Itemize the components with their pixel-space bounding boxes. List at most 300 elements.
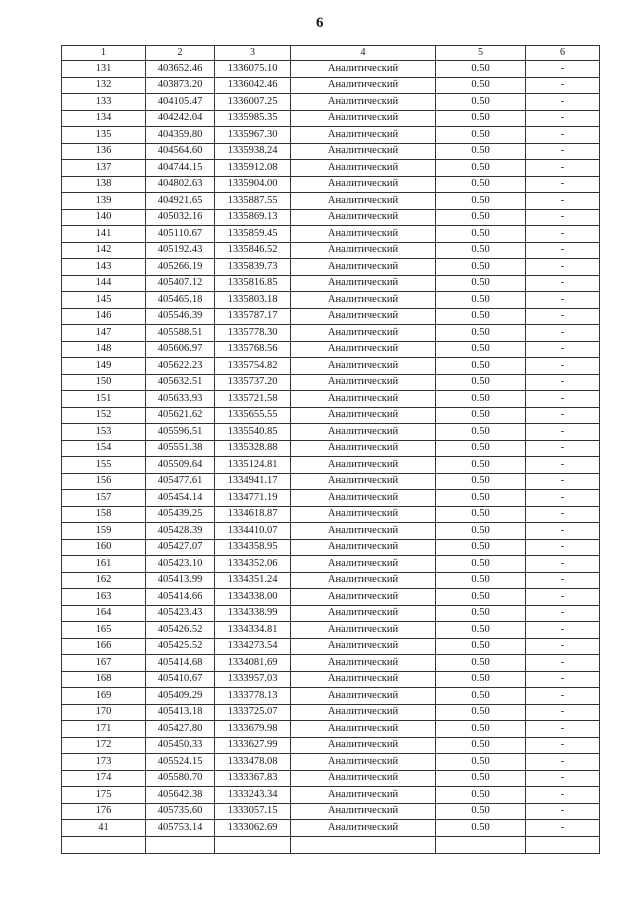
method-cell: Аналитический xyxy=(291,110,436,127)
method-cell: Аналитический xyxy=(291,655,436,672)
table-row xyxy=(62,374,600,391)
table-row xyxy=(62,242,600,259)
point-number-cell: 145 xyxy=(62,292,146,309)
table-row xyxy=(62,688,600,705)
accuracy-cell: 0.50 xyxy=(436,605,526,622)
method-cell: Аналитический xyxy=(291,308,436,325)
point-number-cell: 157 xyxy=(62,490,146,507)
y-coordinate-cell: 1335816.85 xyxy=(215,275,291,292)
x-coordinate-cell: 404921.65 xyxy=(146,193,215,210)
x-coordinate-cell: 405413.99 xyxy=(146,572,215,589)
method-cell: Аналитический xyxy=(291,275,436,292)
table-row xyxy=(62,770,600,787)
accuracy-cell: 0.50 xyxy=(436,688,526,705)
y-coordinate-cell: 1335859.45 xyxy=(215,226,291,243)
table-row xyxy=(62,341,600,358)
accuracy-cell: 0.50 xyxy=(436,259,526,276)
note-cell: - xyxy=(526,721,600,738)
method-cell: Аналитический xyxy=(291,737,436,754)
y-coordinate-cell: 1334273.54 xyxy=(215,638,291,655)
y-coordinate-cell: 1333725.07 xyxy=(215,704,291,721)
note-cell: - xyxy=(526,440,600,457)
y-coordinate-cell: 1335846.52 xyxy=(215,242,291,259)
table-row xyxy=(62,605,600,622)
point-number-cell: 132 xyxy=(62,77,146,94)
x-coordinate-cell: 403652.46 xyxy=(146,61,215,78)
y-coordinate-cell: 1333679.98 xyxy=(215,721,291,738)
column-header-6: 6 xyxy=(526,46,600,61)
accuracy-cell: 0.50 xyxy=(436,655,526,672)
point-number-cell: 149 xyxy=(62,358,146,375)
x-coordinate-cell: 404744.15 xyxy=(146,160,215,177)
table-row xyxy=(62,820,600,837)
table-row xyxy=(62,193,600,210)
table-row xyxy=(62,308,600,325)
point-number-cell: 135 xyxy=(62,127,146,144)
table-header-row xyxy=(62,46,600,61)
accuracy-cell: 0.50 xyxy=(436,704,526,721)
method-cell: Аналитический xyxy=(291,440,436,457)
y-coordinate-cell: 1336007.25 xyxy=(215,94,291,111)
method-cell: Аналитический xyxy=(291,556,436,573)
table-row xyxy=(62,539,600,556)
accuracy-cell: 0.50 xyxy=(436,737,526,754)
accuracy-cell: 0.50 xyxy=(436,77,526,94)
point-number-cell: 150 xyxy=(62,374,146,391)
table-row xyxy=(62,671,600,688)
x-coordinate-cell: 405192.43 xyxy=(146,242,215,259)
point-number-cell: 155 xyxy=(62,457,146,474)
note-cell: - xyxy=(526,506,600,523)
table-row xyxy=(62,226,600,243)
method-cell: Аналитический xyxy=(291,424,436,441)
note-cell: - xyxy=(526,94,600,111)
x-coordinate-cell: 405477.61 xyxy=(146,473,215,490)
method-cell: Аналитический xyxy=(291,226,436,243)
y-coordinate-cell: 1335967.30 xyxy=(215,127,291,144)
x-coordinate-cell: 405546.39 xyxy=(146,308,215,325)
y-coordinate-cell: 1335787.17 xyxy=(215,308,291,325)
page-number: 6 xyxy=(316,15,324,31)
x-coordinate-cell: 405414.66 xyxy=(146,589,215,606)
method-cell: Аналитический xyxy=(291,721,436,738)
table-row xyxy=(62,259,600,276)
accuracy-cell: 0.50 xyxy=(436,110,526,127)
x-coordinate-cell: 404359.80 xyxy=(146,127,215,144)
point-number-cell: 160 xyxy=(62,539,146,556)
point-number-cell: 142 xyxy=(62,242,146,259)
accuracy-cell: 0.50 xyxy=(436,209,526,226)
y-coordinate-cell: 1334352.06 xyxy=(215,556,291,573)
x-coordinate-cell: 405621.62 xyxy=(146,407,215,424)
point-number-cell: 152 xyxy=(62,407,146,424)
accuracy-cell: 0.50 xyxy=(436,539,526,556)
method-cell: Аналитический xyxy=(291,407,436,424)
method-cell: Аналитический xyxy=(291,292,436,309)
method-cell: Аналитический xyxy=(291,589,436,606)
table-row xyxy=(62,143,600,160)
column-header-5: 5 xyxy=(436,46,526,61)
note-cell: - xyxy=(526,358,600,375)
accuracy-cell: 0.50 xyxy=(436,820,526,837)
note-cell: - xyxy=(526,820,600,837)
y-coordinate-cell: 1336075.10 xyxy=(215,61,291,78)
point-number-cell: 162 xyxy=(62,572,146,589)
point-number-cell: 134 xyxy=(62,110,146,127)
table-row xyxy=(62,787,600,804)
x-coordinate-cell: 405596.51 xyxy=(146,424,215,441)
y-coordinate-cell: 1334358.95 xyxy=(215,539,291,556)
note-cell: - xyxy=(526,160,600,177)
method-cell: Аналитический xyxy=(291,754,436,771)
x-coordinate-cell: 405413.18 xyxy=(146,704,215,721)
table-row xyxy=(62,94,600,111)
table-row xyxy=(62,61,600,78)
accuracy-cell: 0.50 xyxy=(436,127,526,144)
note-cell: - xyxy=(526,77,600,94)
y-coordinate-cell: 1334334.81 xyxy=(215,622,291,639)
point-number-cell: 131 xyxy=(62,61,146,78)
column-header-1: 1 xyxy=(62,46,146,61)
accuracy-cell: 0.50 xyxy=(436,193,526,210)
point-number-cell: 173 xyxy=(62,754,146,771)
x-coordinate-cell: 405580.70 xyxy=(146,770,215,787)
empty-cell xyxy=(215,836,291,853)
point-number-cell: 138 xyxy=(62,176,146,193)
point-number-cell: 133 xyxy=(62,94,146,111)
x-coordinate-cell: 404105.47 xyxy=(146,94,215,111)
y-coordinate-cell: 1335985.35 xyxy=(215,110,291,127)
method-cell: Аналитический xyxy=(291,506,436,523)
note-cell: - xyxy=(526,638,600,655)
table-row xyxy=(62,638,600,655)
method-cell: Аналитический xyxy=(291,209,436,226)
y-coordinate-cell: 1333478.08 xyxy=(215,754,291,771)
x-coordinate-cell: 405735.60 xyxy=(146,803,215,820)
y-coordinate-cell: 1333367.83 xyxy=(215,770,291,787)
note-cell: - xyxy=(526,61,600,78)
note-cell: - xyxy=(526,242,600,259)
table-row xyxy=(62,127,600,144)
note-cell: - xyxy=(526,671,600,688)
table-row xyxy=(62,407,600,424)
method-cell: Аналитический xyxy=(291,770,436,787)
method-cell: Аналитический xyxy=(291,61,436,78)
x-coordinate-cell: 405465.18 xyxy=(146,292,215,309)
column-header-2: 2 xyxy=(146,46,215,61)
point-number-cell: 174 xyxy=(62,770,146,787)
accuracy-cell: 0.50 xyxy=(436,490,526,507)
note-cell: - xyxy=(526,457,600,474)
point-number-cell: 167 xyxy=(62,655,146,672)
point-number-cell: 164 xyxy=(62,605,146,622)
method-cell: Аналитический xyxy=(291,358,436,375)
method-cell: Аналитический xyxy=(291,539,436,556)
y-coordinate-cell: 1333957.03 xyxy=(215,671,291,688)
table-body xyxy=(62,46,600,854)
column-header-3: 3 xyxy=(215,46,291,61)
x-coordinate-cell: 405423.43 xyxy=(146,605,215,622)
table-row xyxy=(62,572,600,589)
table-row xyxy=(62,209,600,226)
table-row xyxy=(62,440,600,457)
accuracy-cell: 0.50 xyxy=(436,589,526,606)
accuracy-cell: 0.50 xyxy=(436,440,526,457)
table-row xyxy=(62,506,600,523)
table-row xyxy=(62,77,600,94)
note-cell: - xyxy=(526,688,600,705)
y-coordinate-cell: 1334941.17 xyxy=(215,473,291,490)
note-cell: - xyxy=(526,523,600,540)
point-number-cell: 141 xyxy=(62,226,146,243)
accuracy-cell: 0.50 xyxy=(436,275,526,292)
accuracy-cell: 0.50 xyxy=(436,160,526,177)
accuracy-cell: 0.50 xyxy=(436,176,526,193)
y-coordinate-cell: 1335778.30 xyxy=(215,325,291,342)
note-cell: - xyxy=(526,556,600,573)
y-coordinate-cell: 1335803.18 xyxy=(215,292,291,309)
note-cell: - xyxy=(526,572,600,589)
y-coordinate-cell: 1335540.85 xyxy=(215,424,291,441)
x-coordinate-cell: 405407.12 xyxy=(146,275,215,292)
point-number-cell: 41 xyxy=(62,820,146,837)
point-number-cell: 170 xyxy=(62,704,146,721)
y-coordinate-cell: 1334081.69 xyxy=(215,655,291,672)
accuracy-cell: 0.50 xyxy=(436,226,526,243)
accuracy-cell: 0.50 xyxy=(436,523,526,540)
method-cell: Аналитический xyxy=(291,605,436,622)
x-coordinate-cell: 405454.14 xyxy=(146,490,215,507)
table-row xyxy=(62,523,600,540)
x-coordinate-cell: 405410.67 xyxy=(146,671,215,688)
point-number-cell: 171 xyxy=(62,721,146,738)
y-coordinate-cell: 1335904.00 xyxy=(215,176,291,193)
table-row xyxy=(62,721,600,738)
empty-cell xyxy=(291,836,436,853)
x-coordinate-cell: 405753.14 xyxy=(146,820,215,837)
x-coordinate-cell: 404802.63 xyxy=(146,176,215,193)
y-coordinate-cell: 1333057.15 xyxy=(215,803,291,820)
y-coordinate-cell: 1335887.55 xyxy=(215,193,291,210)
point-number-cell: 159 xyxy=(62,523,146,540)
note-cell: - xyxy=(526,292,600,309)
y-coordinate-cell: 1334771.19 xyxy=(215,490,291,507)
point-number-cell: 144 xyxy=(62,275,146,292)
x-coordinate-cell: 405266.19 xyxy=(146,259,215,276)
note-cell: - xyxy=(526,127,600,144)
table-row xyxy=(62,110,600,127)
method-cell: Аналитический xyxy=(291,638,436,655)
y-coordinate-cell: 1335124.81 xyxy=(215,457,291,474)
point-number-cell: 161 xyxy=(62,556,146,573)
table-row xyxy=(62,754,600,771)
table-row xyxy=(62,589,600,606)
method-cell: Аналитический xyxy=(291,787,436,804)
y-coordinate-cell: 1335737.20 xyxy=(215,374,291,391)
method-cell: Аналитический xyxy=(291,77,436,94)
column-header-4: 4 xyxy=(291,46,436,61)
note-cell: - xyxy=(526,143,600,160)
note-cell: - xyxy=(526,589,600,606)
table-row xyxy=(62,457,600,474)
accuracy-cell: 0.50 xyxy=(436,325,526,342)
method-cell: Аналитический xyxy=(291,523,436,540)
point-number-cell: 163 xyxy=(62,589,146,606)
empty-cell xyxy=(526,836,600,853)
x-coordinate-cell: 405588.51 xyxy=(146,325,215,342)
method-cell: Аналитический xyxy=(291,803,436,820)
note-cell: - xyxy=(526,787,600,804)
accuracy-cell: 0.50 xyxy=(436,770,526,787)
x-coordinate-cell: 405426.52 xyxy=(146,622,215,639)
y-coordinate-cell: 1334410.07 xyxy=(215,523,291,540)
accuracy-cell: 0.50 xyxy=(436,622,526,639)
table-row xyxy=(62,275,600,292)
table-row xyxy=(62,292,600,309)
note-cell: - xyxy=(526,259,600,276)
accuracy-cell: 0.50 xyxy=(436,754,526,771)
y-coordinate-cell: 1335328.88 xyxy=(215,440,291,457)
accuracy-cell: 0.50 xyxy=(436,374,526,391)
accuracy-cell: 0.50 xyxy=(436,292,526,309)
table-row xyxy=(62,490,600,507)
x-coordinate-cell: 405606.97 xyxy=(146,341,215,358)
point-number-cell: 154 xyxy=(62,440,146,457)
method-cell: Аналитический xyxy=(291,193,436,210)
accuracy-cell: 0.50 xyxy=(436,424,526,441)
method-cell: Аналитический xyxy=(291,671,436,688)
note-cell: - xyxy=(526,407,600,424)
note-cell: - xyxy=(526,803,600,820)
table-row xyxy=(62,358,600,375)
point-number-cell: 165 xyxy=(62,622,146,639)
empty-table-row xyxy=(62,836,600,853)
accuracy-cell: 0.50 xyxy=(436,242,526,259)
accuracy-cell: 0.50 xyxy=(436,358,526,375)
note-cell: - xyxy=(526,176,600,193)
note-cell: - xyxy=(526,655,600,672)
method-cell: Аналитический xyxy=(291,94,436,111)
point-number-cell: 158 xyxy=(62,506,146,523)
table-row xyxy=(62,737,600,754)
note-cell: - xyxy=(526,374,600,391)
accuracy-cell: 0.50 xyxy=(436,143,526,160)
method-cell: Аналитический xyxy=(291,341,436,358)
point-number-cell: 146 xyxy=(62,308,146,325)
note-cell: - xyxy=(526,226,600,243)
point-number-cell: 153 xyxy=(62,424,146,441)
table-row xyxy=(62,325,600,342)
method-cell: Аналитический xyxy=(291,820,436,837)
y-coordinate-cell: 1334338.99 xyxy=(215,605,291,622)
y-coordinate-cell: 1333243.34 xyxy=(215,787,291,804)
point-number-cell: 147 xyxy=(62,325,146,342)
empty-cell xyxy=(62,836,146,853)
method-cell: Аналитический xyxy=(291,176,436,193)
point-number-cell: 143 xyxy=(62,259,146,276)
y-coordinate-cell: 1335839.73 xyxy=(215,259,291,276)
point-number-cell: 169 xyxy=(62,688,146,705)
accuracy-cell: 0.50 xyxy=(436,473,526,490)
y-coordinate-cell: 1335938.24 xyxy=(215,143,291,160)
x-coordinate-cell: 403873.20 xyxy=(146,77,215,94)
x-coordinate-cell: 405632.51 xyxy=(146,374,215,391)
accuracy-cell: 0.50 xyxy=(436,407,526,424)
note-cell: - xyxy=(526,737,600,754)
note-cell: - xyxy=(526,209,600,226)
y-coordinate-cell: 1335869.13 xyxy=(215,209,291,226)
method-cell: Аналитический xyxy=(291,374,436,391)
table-row xyxy=(62,424,600,441)
note-cell: - xyxy=(526,341,600,358)
note-cell: - xyxy=(526,110,600,127)
note-cell: - xyxy=(526,275,600,292)
method-cell: Аналитический xyxy=(291,143,436,160)
note-cell: - xyxy=(526,704,600,721)
accuracy-cell: 0.50 xyxy=(436,671,526,688)
x-coordinate-cell: 405633.93 xyxy=(146,391,215,408)
point-number-cell: 168 xyxy=(62,671,146,688)
note-cell: - xyxy=(526,391,600,408)
accuracy-cell: 0.50 xyxy=(436,94,526,111)
method-cell: Аналитический xyxy=(291,490,436,507)
accuracy-cell: 0.50 xyxy=(436,803,526,820)
y-coordinate-cell: 1333627.99 xyxy=(215,737,291,754)
point-number-cell: 140 xyxy=(62,209,146,226)
y-coordinate-cell: 1334351.24 xyxy=(215,572,291,589)
method-cell: Аналитический xyxy=(291,325,436,342)
point-number-cell: 137 xyxy=(62,160,146,177)
x-coordinate-cell: 405439.25 xyxy=(146,506,215,523)
method-cell: Аналитический xyxy=(291,572,436,589)
x-coordinate-cell: 405509.64 xyxy=(146,457,215,474)
point-number-cell: 136 xyxy=(62,143,146,160)
note-cell: - xyxy=(526,770,600,787)
method-cell: Аналитический xyxy=(291,259,436,276)
x-coordinate-cell: 405450.33 xyxy=(146,737,215,754)
x-coordinate-cell: 405427.07 xyxy=(146,539,215,556)
note-cell: - xyxy=(526,424,600,441)
method-cell: Аналитический xyxy=(291,688,436,705)
y-coordinate-cell: 1335721.58 xyxy=(215,391,291,408)
table-row xyxy=(62,655,600,672)
x-coordinate-cell: 405032.16 xyxy=(146,209,215,226)
accuracy-cell: 0.50 xyxy=(436,457,526,474)
x-coordinate-cell: 405428.39 xyxy=(146,523,215,540)
empty-cell xyxy=(146,836,215,853)
y-coordinate-cell: 1335655.55 xyxy=(215,407,291,424)
method-cell: Аналитический xyxy=(291,622,436,639)
point-number-cell: 151 xyxy=(62,391,146,408)
accuracy-cell: 0.50 xyxy=(436,391,526,408)
point-number-cell: 166 xyxy=(62,638,146,655)
method-cell: Аналитический xyxy=(291,457,436,474)
note-cell: - xyxy=(526,754,600,771)
method-cell: Аналитический xyxy=(291,127,436,144)
accuracy-cell: 0.50 xyxy=(436,61,526,78)
x-coordinate-cell: 404564.60 xyxy=(146,143,215,160)
accuracy-cell: 0.50 xyxy=(436,638,526,655)
accuracy-cell: 0.50 xyxy=(436,787,526,804)
y-coordinate-cell: 1335768.56 xyxy=(215,341,291,358)
table-row xyxy=(62,391,600,408)
y-coordinate-cell: 1335912.08 xyxy=(215,160,291,177)
y-coordinate-cell: 1334338.00 xyxy=(215,589,291,606)
note-cell: - xyxy=(526,605,600,622)
note-cell: - xyxy=(526,308,600,325)
note-cell: - xyxy=(526,622,600,639)
x-coordinate-cell: 405642.38 xyxy=(146,787,215,804)
